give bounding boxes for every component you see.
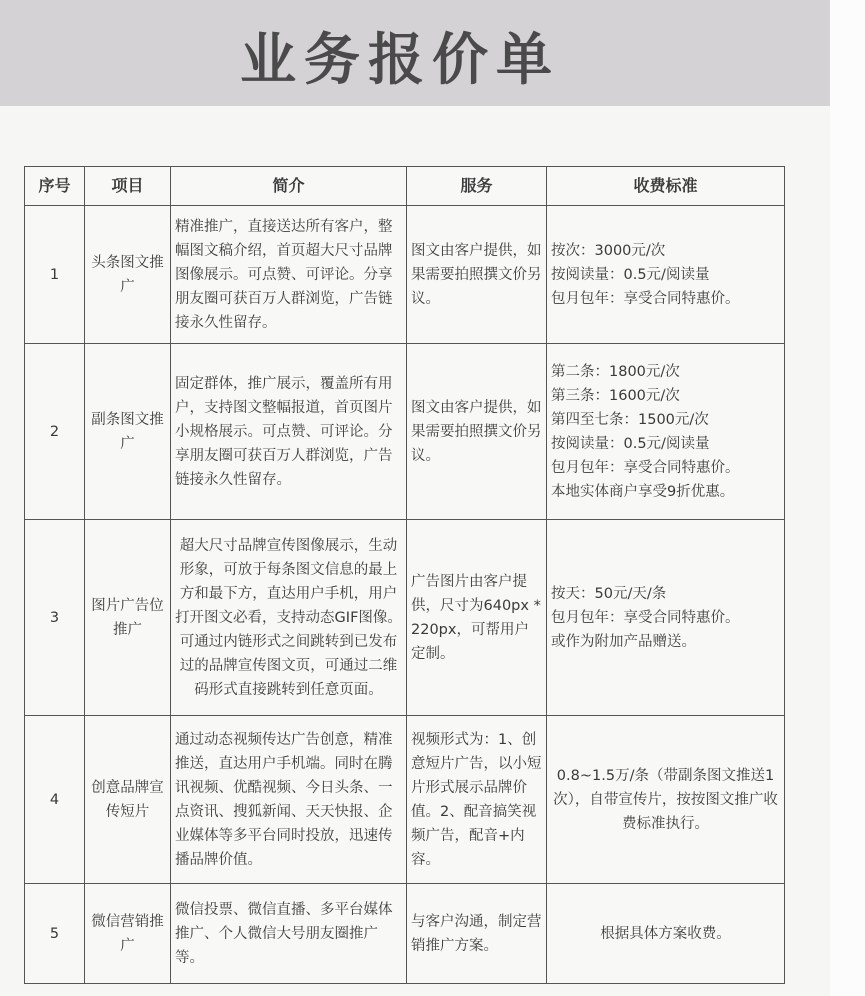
row-item: 微信营销推广 bbox=[85, 884, 171, 984]
row-service: 广告图片由客户提供，尺寸为640px * 220px，可帮用户定制。 bbox=[407, 520, 547, 716]
table-row bbox=[25, 344, 785, 520]
page-edge bbox=[830, 0, 865, 996]
row-fee bbox=[547, 206, 785, 344]
header-item: 项目 bbox=[85, 167, 171, 206]
row-intro: 微信投票、微信直播、多平台媒体推广、个人微信大号朋友圈推广等。 bbox=[171, 884, 407, 984]
header-fee: 收费标准 bbox=[547, 167, 785, 206]
fee-line: 包月包年：享受合同特惠价。 bbox=[551, 459, 740, 476]
table-header-row bbox=[25, 167, 785, 206]
fee-line: 0.8~1.5万/条（带副条图文推送1次），自带宣传片，按按图文推广收费标准执行。 bbox=[553, 767, 778, 832]
row-no: 3 bbox=[25, 520, 85, 716]
row-item: 头条图文推广 bbox=[85, 206, 171, 344]
fee-line: 第三条：1600元/次 bbox=[551, 387, 680, 404]
row-service: 图文由客户提供，如果需要拍照撰文价另议。 bbox=[407, 344, 547, 520]
page-title: 业务报价单 bbox=[240, 28, 560, 93]
row-item: 图片广告位推广 bbox=[85, 520, 171, 716]
fee-line: 本地实体商户享受9折优惠。 bbox=[551, 483, 735, 500]
fee-line: 包月包年：享受合同特惠价。 bbox=[551, 290, 740, 307]
table-row bbox=[25, 520, 785, 716]
fee-line: 包月包年：享受合同特惠价。 bbox=[551, 609, 740, 626]
row-fee bbox=[547, 520, 785, 716]
row-intro: 通过动态视频传达广告创意，精准推送，直达用户手机端。同时在腾讯视频、优酷视频、今日头条、一点资讯、搜狐新闻、天天快报、企业媒体等多平台同时投放，迅速传播品牌价值。 bbox=[171, 716, 407, 884]
row-fee bbox=[547, 344, 785, 520]
fee-line: 按天：50元/天/条 bbox=[551, 585, 667, 602]
fee-line: 按阅读量：0.5元/阅读量 bbox=[551, 266, 710, 283]
fee-line: 按次：3000元/次 bbox=[551, 242, 666, 259]
table-row bbox=[25, 206, 785, 344]
row-item: 创意品牌宣传短片 bbox=[85, 716, 171, 884]
fee-line: 第二条：1800元/次 bbox=[551, 363, 680, 380]
table-row bbox=[25, 716, 785, 884]
row-intro: 超大尺寸品牌宣传图像展示，生动形象，可放于每条图文信息的最上方和最下方，直达用户手机，用户打开图文必看，支持动态GIF图像。可通过内链形式之间跳转到已发布过的品牌宣传图文页，可通过二维码形式直接跳转到任意页面。 bbox=[171, 520, 407, 716]
header-service: 服务 bbox=[407, 167, 547, 206]
title-banner bbox=[0, 0, 830, 106]
header-intro: 简介 bbox=[171, 167, 407, 206]
row-fee bbox=[547, 716, 785, 884]
row-intro: 精准推广，直接送达所有客户，整幅图文稿介绍，首页超大尺寸品牌图像展示。可点赞、可评论。分享朋友圈可获百万人群浏览，广告链接永久性留存。 bbox=[171, 206, 407, 344]
fee-line: 根据具体方案收费。 bbox=[600, 925, 731, 942]
header-no: 序号 bbox=[25, 167, 85, 206]
row-fee bbox=[547, 884, 785, 984]
row-no: 1 bbox=[25, 206, 85, 344]
fee-line: 或作为附加产品赠送。 bbox=[551, 633, 696, 650]
row-no: 4 bbox=[25, 716, 85, 884]
fee-line: 按阅读量：0.5元/阅读量 bbox=[551, 435, 710, 452]
row-service: 与客户沟通，制定营销推广方案。 bbox=[407, 884, 547, 984]
row-intro: 固定群体，推广展示，覆盖所有用户，支持图文整幅报道，首页图片小规格展示。可点赞、可评论。分享朋友圈可获百万人群浏览，广告链接永久性留存。 bbox=[171, 344, 407, 520]
quote-table bbox=[24, 166, 785, 984]
row-service: 图文由客户提供，如果需要拍照撰文价另议。 bbox=[407, 206, 547, 344]
fee-line: 第四至七条：1500元/次 bbox=[551, 411, 709, 428]
row-service: 视频形式为：1、创意短片广告，以小短片形式展示品牌价值。2、配音搞笑视频广告，配音+内容。 bbox=[407, 716, 547, 884]
table-row bbox=[25, 884, 785, 984]
row-no: 2 bbox=[25, 344, 85, 520]
row-item: 副条图文推广 bbox=[85, 344, 171, 520]
row-no: 5 bbox=[25, 884, 85, 984]
